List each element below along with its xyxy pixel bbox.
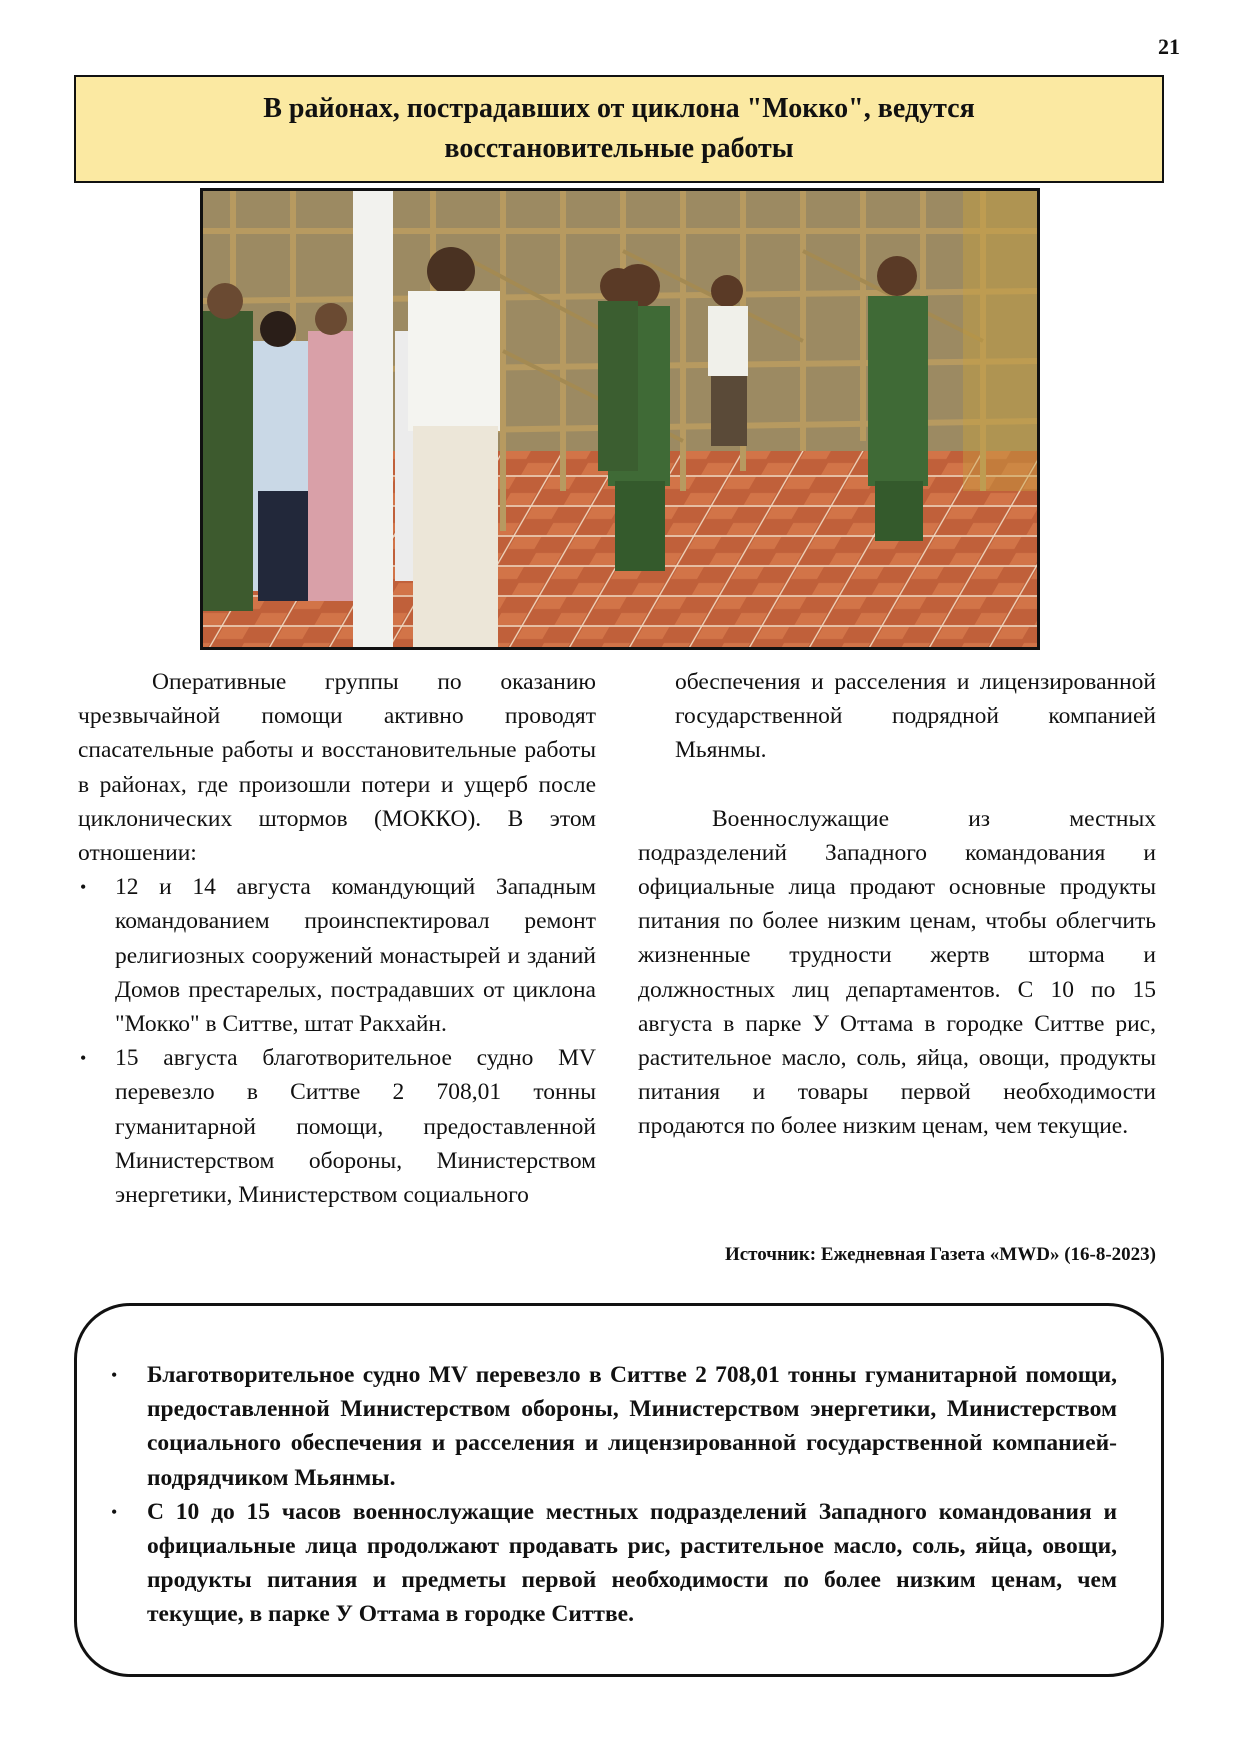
- bullet-icon: •: [111, 1501, 118, 1522]
- list-item: [78, 1041, 596, 1212]
- bullet-icon: •: [111, 1365, 118, 1385]
- person-white-shirt: [408, 247, 500, 647]
- source-credit: Источник: Ежедневная Газета «MWD» (16-8-2023): [724, 1244, 1156, 1265]
- article-column-left: [78, 665, 596, 1212]
- bullet-text-2: 15 августа благотворительное судно MV перевезло в Ситтве 2 708,01 тонны гуманитарной помощи, предоставленной Министерством обороны, Министерством энергетики, Министерством социального: [115, 1045, 596, 1209]
- photo-illustration: [203, 191, 1037, 647]
- list-item: [78, 870, 596, 1041]
- summary-item-2: С 10 до 15 часов военнослужащие местных подразделений Западного командования и официальные лица продолжают продавать рис, растительное масло, соль, яйца, овощи, продукты питания и предметы первой необходимости по более низким ценам, чем текущие, в парке У Оттама в городке Ситтве.: [147, 1498, 1117, 1628]
- summary-box: [74, 1303, 1164, 1677]
- article-bullet-list: [78, 870, 596, 1212]
- bullet-icon: •: [80, 1048, 87, 1069]
- people-group-left: [203, 283, 435, 611]
- bullet-icon: •: [80, 877, 87, 898]
- page-number: 21: [1158, 34, 1180, 59]
- article-intro: Оперативные группы по оказанию чрезвычайной помощи активно проводят спасательные работы и восстановительные работы в районах, где произошли потери и ущерб после циклонических штормов (МОККО). В этом отношении:: [78, 669, 596, 867]
- summary-item-1: Благотворительное судно MV перевезло в Ситтве 2 708,01 тонны гуманитарной помощи, предоставленной Министерством обороны, Министерством энергетики, Министерством социального обеспечения и расселения и лицензированной государственной компанией-подрядчиком Мьянмы.: [147, 1362, 1117, 1491]
- bullet-text-1: 12 и 14 августа командующий Западным командованием проинспектировал ремонт религиозных сооружений монастырей и зданий Домов престарелых, пострадавших от циклона "Мокко" в Ситтве, штат Ракхайн.: [115, 874, 596, 1038]
- list-item: [105, 1495, 1117, 1632]
- article-paragraph-2: Военнослужащие из местных подразделений Западного командования и официальные лица продают основные продукты питания по более низким ценам, чтобы облегчить жизненные трудности жертв шторма и должностных лиц департаментов. С 10 по 15 августа в парке У Оттама в городке Ситтве рис, растительное масло, соль, яйца, овощи, продукты питания и товары первой необходимости продаются по более низким ценам, чем текущие.: [638, 805, 1156, 1140]
- officer-right: [868, 256, 928, 541]
- summary-list: [105, 1358, 1117, 1632]
- bullet-text-2-continued: обеспечения и расселения и лицензированной государственной подрядной компанией Мьянмы.: [675, 669, 1156, 764]
- article-column-right: [638, 665, 1156, 1144]
- article-photo: [200, 188, 1040, 650]
- title-box: [74, 75, 1164, 183]
- article-title: В районах, пострадавших от циклона "Мокко", ведутся восстановительные работы: [263, 93, 975, 164]
- list-item: [105, 1358, 1117, 1495]
